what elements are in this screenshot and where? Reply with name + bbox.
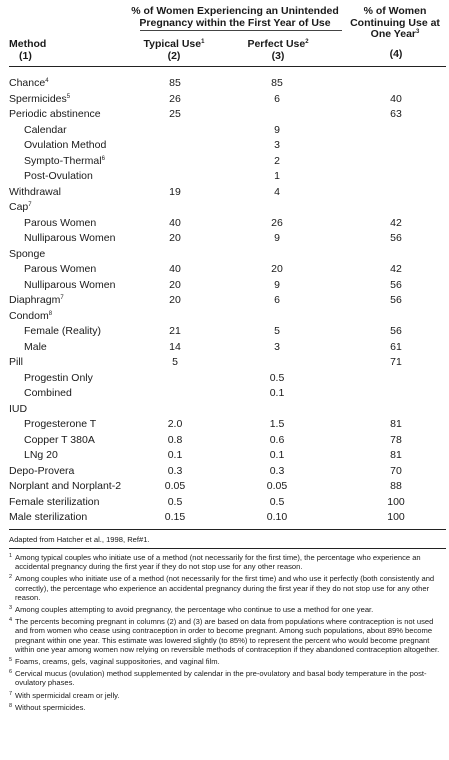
method-name: Ovulation Method (24, 139, 107, 151)
method-footnote-mark: 4 (45, 78, 49, 84)
method-name: Parous Women (24, 216, 97, 229)
source-note: Adapted from Hatcher et al., 1998, Ref#1. (9, 535, 150, 544)
continuing-use-cell: 100 (387, 511, 405, 523)
typical-use-cell: 26 (169, 92, 181, 105)
footnote (9, 605, 447, 614)
typical-use-cell: 20 (169, 278, 181, 291)
footnote-text: With spermicidal cream or jelly. (15, 690, 120, 700)
perfect-use-num: (3) (271, 50, 285, 62)
method-cell (24, 262, 96, 278)
method-name: Depo-Provera (9, 464, 75, 477)
group-underline (140, 30, 342, 31)
method-cell (9, 185, 61, 201)
perfect-use-sup: 2 (305, 39, 309, 45)
table-row (0, 479, 449, 495)
table-row (0, 154, 449, 170)
continuing-use-cell: 56 (390, 325, 402, 337)
method-name: Cap (9, 201, 29, 213)
table-row (0, 355, 449, 371)
footnote-mark: 8 (9, 702, 13, 709)
method-cell (24, 138, 106, 154)
typical-use-cell: 0.3 (167, 464, 183, 477)
perfect-use-cell: 0.1 (269, 449, 285, 461)
perfect-use-cell: 9 (274, 232, 280, 244)
perfect-use-cell: 0.10 (266, 511, 288, 523)
typical-use-cell: 5 (172, 356, 178, 368)
method-header (9, 38, 46, 62)
method-name: Combined (24, 387, 72, 399)
typical-use-cell: 20 (169, 232, 181, 244)
method-footnote-mark: 5 (66, 93, 71, 100)
table-row (0, 371, 449, 387)
table-row (0, 169, 449, 185)
table-row (0, 262, 449, 278)
perfect-use-cell: 2 (274, 154, 280, 167)
table-row (0, 402, 449, 418)
method-name: Withdrawal (9, 185, 61, 198)
perfect-use-cell: 0.5 (269, 371, 285, 384)
table-row (0, 293, 449, 309)
perfect-use-cell: 0.6 (269, 433, 285, 446)
table-row (0, 123, 449, 139)
typical-use-label: Typical Use (143, 38, 202, 50)
perfect-use-label: Perfect Use (247, 38, 306, 50)
method-cell (24, 169, 93, 185)
method-name: Female (Reality) (24, 325, 102, 337)
typical-use-num: (2) (167, 50, 181, 62)
method-name: Male sterilization (9, 511, 88, 523)
continuing-use-cell: 61 (390, 340, 402, 353)
table-row (0, 386, 449, 402)
column-4-title-sup: 3 (416, 29, 420, 35)
typical-use-cell: 0.8 (167, 433, 183, 446)
method-cell (9, 464, 74, 480)
method-cell (24, 123, 67, 139)
typical-use-cell: 0.15 (164, 511, 186, 523)
method-cell (9, 200, 32, 216)
perfect-use-cell: 3 (274, 340, 280, 353)
continuing-use-cell: 88 (390, 480, 402, 492)
table-row (0, 231, 449, 247)
method-name: Norplant and Norplant-2 (9, 480, 122, 492)
footnote (9, 657, 447, 666)
typical-use-cell: 0.1 (167, 449, 183, 461)
method-name: Sympto-Thermal (24, 154, 102, 167)
continuing-use-cell: 42 (390, 263, 402, 275)
typical-use-cell: 14 (169, 340, 181, 353)
table-row (0, 107, 449, 123)
method-footnote-mark: 7 (28, 202, 32, 208)
method-cell (24, 154, 105, 170)
column-4-title-text: % of Women Continuing Use at One Year (350, 5, 440, 40)
method-name: Chance (9, 77, 46, 89)
method-name: Post-Ovulation (24, 170, 93, 182)
method-name: Female sterilization (9, 495, 100, 508)
method-header-num: (1) (19, 50, 32, 62)
footnote-mark: 6 (9, 669, 13, 676)
table-row (0, 433, 449, 449)
perfect-use-cell: 3 (274, 139, 280, 151)
method-name: Sponge (9, 247, 46, 260)
method-cell (24, 448, 58, 464)
method-name: LNg 20 (24, 449, 58, 461)
method-header-label: Method (9, 38, 47, 50)
continuing-use-cell: 56 (390, 294, 402, 306)
continuing-use-cell: 42 (390, 216, 402, 229)
method-cell (9, 293, 64, 309)
continuing-use-cell: 40 (390, 92, 402, 105)
footnote-text: Without spermicides. (15, 702, 86, 712)
perfect-use-cell: 0.1 (269, 387, 285, 399)
column-group-title: % of Women Experiencing an Unintended Pregnancy within the First Year of Use (131, 5, 339, 29)
perfect-use-cell: 26 (271, 216, 283, 229)
table-row (0, 309, 449, 325)
table-row (0, 324, 449, 340)
table-row (0, 417, 449, 433)
perfect-use-cell: 20 (271, 263, 283, 275)
method-name: Condom (9, 309, 49, 322)
perfect-use-cell: 1 (274, 170, 280, 182)
perfect-use-cell: 0.3 (269, 464, 285, 477)
perfect-use-cell: 4 (274, 185, 280, 198)
footnote (9, 574, 447, 602)
table-row (0, 76, 449, 92)
continuing-use-cell: 81 (390, 449, 402, 461)
table-row (0, 448, 449, 464)
footnote-text: Among couples who initiate use of a method (not necessarily for the first time) and who use it perfectly (both consistently and correctly), the percentage who experience an accidental pregnancy during the first year if they do not stop use for any other reason. (15, 574, 435, 602)
method-cell (9, 76, 49, 92)
table-bottom-rule (9, 529, 446, 530)
method-cell (24, 324, 101, 340)
method-cell (24, 278, 115, 294)
method-name: Calendar (24, 123, 67, 136)
continuing-use-cell: 70 (390, 464, 402, 477)
footnote-text: Among couples attempting to avoid pregnancy, the percentage who continue to use a method for one year. (15, 605, 374, 615)
method-cell (9, 479, 121, 495)
method-cell (9, 402, 27, 418)
perfect-use-cell: 1.5 (269, 418, 285, 430)
method-cell (9, 247, 45, 263)
footnote-mark: 7 (9, 690, 13, 697)
footnote-mark: 3 (9, 605, 13, 612)
table-row (0, 92, 449, 108)
method-cell (24, 433, 95, 449)
footnote (9, 703, 447, 712)
method-name: Diaphragm (9, 294, 61, 306)
typical-use-cell: 0.5 (167, 495, 183, 508)
method-cell (24, 340, 47, 356)
footnotes (9, 553, 447, 715)
footnote (9, 553, 447, 571)
typical-use-cell: 25 (169, 108, 181, 120)
table-row (0, 216, 449, 232)
perfect-use-cell: 0.05 (266, 480, 288, 492)
method-name: Pill (9, 356, 24, 368)
table-row (0, 464, 449, 480)
method-cell (9, 355, 23, 371)
method-footnote-mark: 7 (60, 295, 64, 301)
column-4-title (343, 6, 447, 41)
typical-use-sup: 1 (201, 39, 205, 45)
method-name: Nulliparous Women (24, 232, 116, 244)
continuing-use-num-text: (4) (389, 48, 403, 60)
method-footnote-mark: 8 (48, 310, 53, 317)
method-cell (9, 309, 52, 325)
method-cell (9, 495, 99, 511)
method-name: Spermicides (9, 92, 67, 105)
method-cell (24, 216, 96, 232)
footnote (9, 691, 447, 700)
typical-use-header (136, 38, 212, 62)
continuing-use-cell: 63 (390, 108, 402, 120)
footnote (9, 617, 447, 654)
method-cell (24, 371, 93, 387)
method-cell (9, 510, 87, 526)
method-name: Copper T 380A (24, 433, 95, 446)
table-row (0, 340, 449, 356)
footnote-mark: 4 (9, 617, 13, 624)
perfect-use-cell: 85 (271, 77, 283, 89)
footnote-mark: 5 (9, 657, 13, 664)
typical-use-cell: 40 (169, 263, 181, 275)
continuing-use-cell: 71 (390, 356, 402, 368)
table-row (0, 495, 449, 511)
table-row (0, 138, 449, 154)
method-cell (9, 107, 101, 123)
table-row (0, 185, 449, 201)
footnote-text: Cervical mucus (ovulation) method supplemented by calendar in the pre-ovulatory and basal body temperature in the post-ovulatory phases. (15, 669, 427, 688)
perfect-use-cell: 0.5 (269, 495, 285, 508)
typical-use-cell: 40 (169, 216, 181, 229)
method-name: Periodic abstinence (9, 108, 101, 120)
method-cell (24, 417, 96, 433)
typical-use-cell: 20 (169, 294, 181, 306)
continuing-use-num (366, 48, 426, 60)
footnote-mark: 1 (9, 553, 13, 559)
table-row (0, 247, 449, 263)
perfect-use-cell: 9 (274, 278, 280, 291)
perfect-use-cell: 6 (274, 92, 280, 105)
continuing-use-cell: 81 (390, 418, 402, 430)
method-name: Progesterone T (24, 418, 97, 430)
perfect-use-cell: 5 (274, 325, 280, 337)
header-rule (9, 66, 446, 67)
footnote-text: Foams, creams, gels, vaginal suppositories, and vaginal film. (15, 657, 220, 667)
footnote-text: The percents becoming pregnant in columns (2) and (3) are based on data from populations where contraception is not used and from women who cease using contraception in order to become pregnant. Among such populations, about 89% become pregnant within one year. This estimate was lowered slightly (to 85%) to represent the percent who would become pregnant within one year among women now relying on reversible methods of contraception if they abandoned contraception altogether. (15, 617, 440, 654)
method-cell (9, 92, 70, 108)
method-name: IUD (9, 402, 28, 415)
perfect-use-cell: 6 (274, 294, 280, 306)
footnote (9, 669, 447, 687)
continuing-use-cell: 56 (390, 278, 402, 291)
perfect-use-header (236, 38, 320, 62)
table-body (0, 76, 449, 526)
continuing-use-cell: 56 (390, 232, 402, 244)
table-row (0, 510, 449, 526)
method-name: Nulliparous Women (24, 278, 116, 291)
method-cell (24, 386, 72, 402)
method-name: Male (24, 340, 47, 353)
method-cell (24, 231, 115, 247)
typical-use-cell: 2.0 (167, 418, 183, 430)
continuing-use-cell: 78 (390, 433, 402, 446)
typical-use-cell: 21 (169, 325, 181, 337)
table-row (0, 200, 449, 216)
method-footnote-mark: 6 (101, 155, 105, 162)
continuing-use-cell: 100 (387, 495, 405, 508)
typical-use-cell: 0.05 (164, 480, 186, 492)
source-rule (9, 548, 446, 549)
footnote-mark: 2 (9, 574, 13, 581)
typical-use-cell: 85 (169, 77, 181, 89)
perfect-use-cell: 9 (274, 123, 280, 136)
footnote-text: Among typical couples who initiate use of a method (not necessarily for the first time), the percentage who experience an accidental pregnancy during the first year if they do not stop use for any other reason. (15, 553, 421, 572)
table-row (0, 278, 449, 294)
typical-use-cell: 19 (169, 185, 181, 198)
method-name: Progestin Only (24, 371, 93, 384)
method-name: Parous Women (24, 263, 97, 275)
